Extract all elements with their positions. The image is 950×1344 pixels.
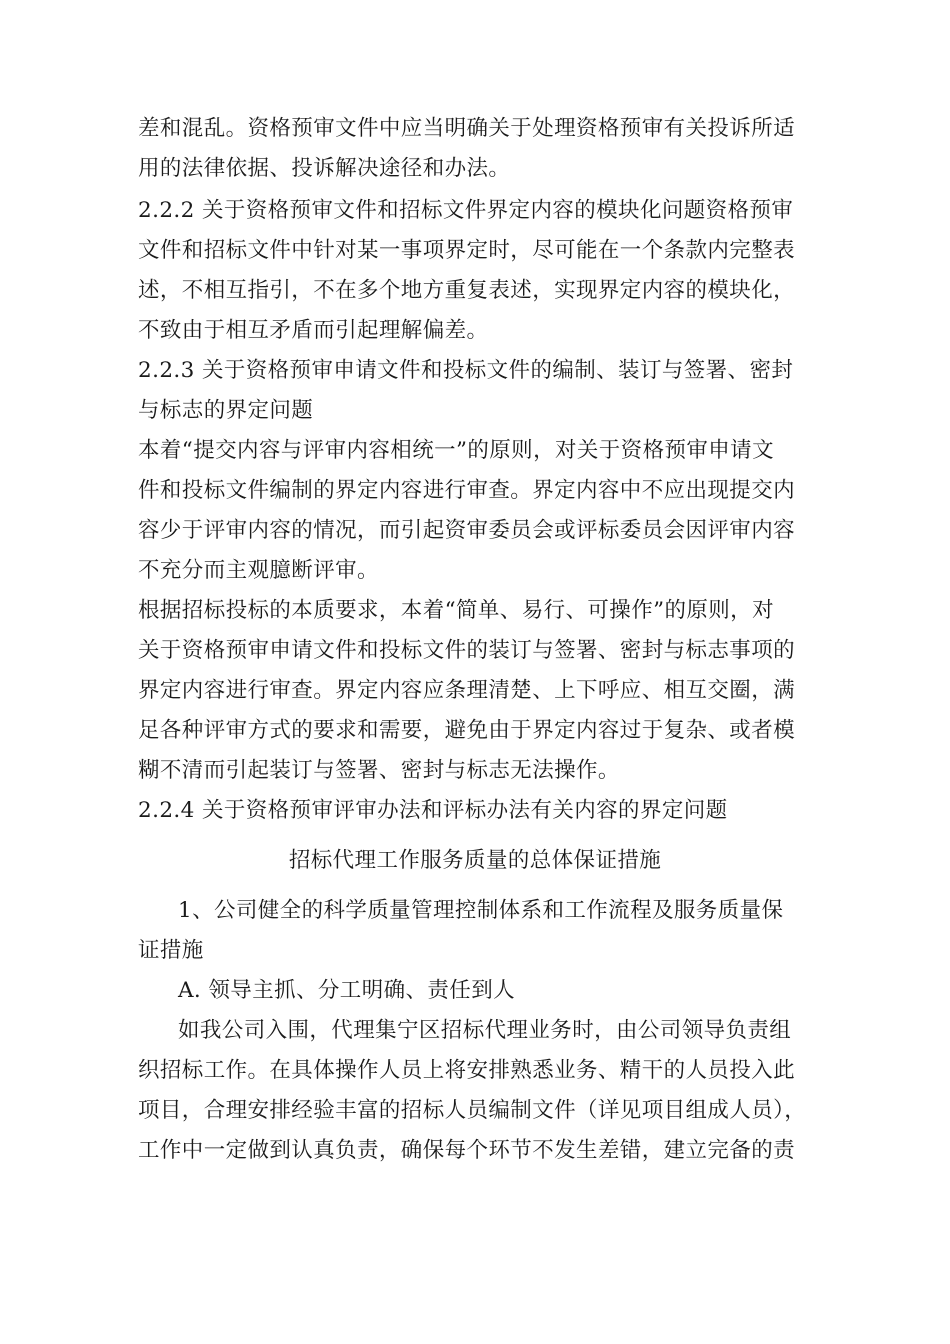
- paragraph-line: 本着“提交内容与评审内容相统一”的原则，对关于资格预审申请文: [138, 438, 774, 463]
- section-heading-2-2-3: 2.2.3 关于资格预审申请文件和投标文件的编制、装订与签署、密封: [138, 358, 794, 383]
- paragraph-line: 述，不相互指引，不在多个地方重复表述，实现界定内容的模块化，: [138, 278, 796, 303]
- section-title: 招标代理工作服务质量的总体保证措施: [288, 848, 662, 873]
- paragraph-line: 界定内容进行审查。界定内容应条理清楚、上下呼应、相互交圈，满: [138, 678, 796, 703]
- paragraph-line: 不致由于相互矛盾而引起理解偏差。: [138, 318, 489, 343]
- paragraph-line: 容少于评审内容的情况，而引起资审委员会或评标委员会因评审内容: [138, 518, 796, 543]
- numbered-heading: 1、公司健全的科学质量管理控制体系和工作流程及服务质量保: [178, 898, 784, 923]
- paragraph-line: 糊不清而引起装订与签署、密封与标志无法操作。: [138, 758, 620, 783]
- numbered-heading-cont: 证措施: [138, 938, 204, 963]
- section-heading-2-2-4: 2.2.4 关于资格预审评审办法和评标办法有关内容的界定问题: [138, 798, 728, 823]
- paragraph-line: 差和混乱。资格预审文件中应当明确关于处理资格预审有关投诉所适: [138, 116, 796, 141]
- section-heading-2-2-2: 2.2.2 关于资格预审文件和招标文件界定内容的模块化问题资格预审: [138, 198, 794, 223]
- section-heading-2-2-3-cont: 与标志的界定问题: [138, 398, 314, 423]
- paragraph-line: 如我公司入围，代理集宁区招标代理业务时，由公司领导负责组: [178, 1018, 792, 1043]
- paragraph-line: 工作中一定做到认真负责，确保每个环节不发生差错，建立完备的责: [138, 1138, 796, 1163]
- paragraph-line: 关于资格预审申请文件和投标文件的装订与签署、密封与标志事项的: [138, 638, 796, 663]
- paragraph-line: 根据招标投标的本质要求，本着“简单、易行、可操作”的原则，对: [138, 598, 774, 623]
- paragraph-line: 文件和招标文件中针对某一事项界定时，尽可能在一个条款内完整表: [138, 238, 796, 263]
- paragraph-line: 足各种评审方式的要求和需要，避免由于界定内容过于复杂、或者模: [138, 718, 796, 743]
- paragraph-line: 不充分而主观臆断评审。: [138, 558, 379, 583]
- subheading-a: A. 领导主抓、分工明确、责任到人: [178, 978, 515, 1003]
- paragraph-line: 用的法律依据、投诉解决途径和办法。: [138, 156, 511, 181]
- paragraph-line: 项目，合理安排经验丰富的招标人员编制文件（详见项目组成人员），: [138, 1098, 807, 1123]
- paragraph-line: 件和投标文件编制的界定内容进行审查。界定内容中不应出现提交内: [138, 478, 796, 503]
- paragraph-line: 织招标工作。在具体操作人员上将安排熟悉业务、精干的人员投入此: [138, 1058, 796, 1083]
